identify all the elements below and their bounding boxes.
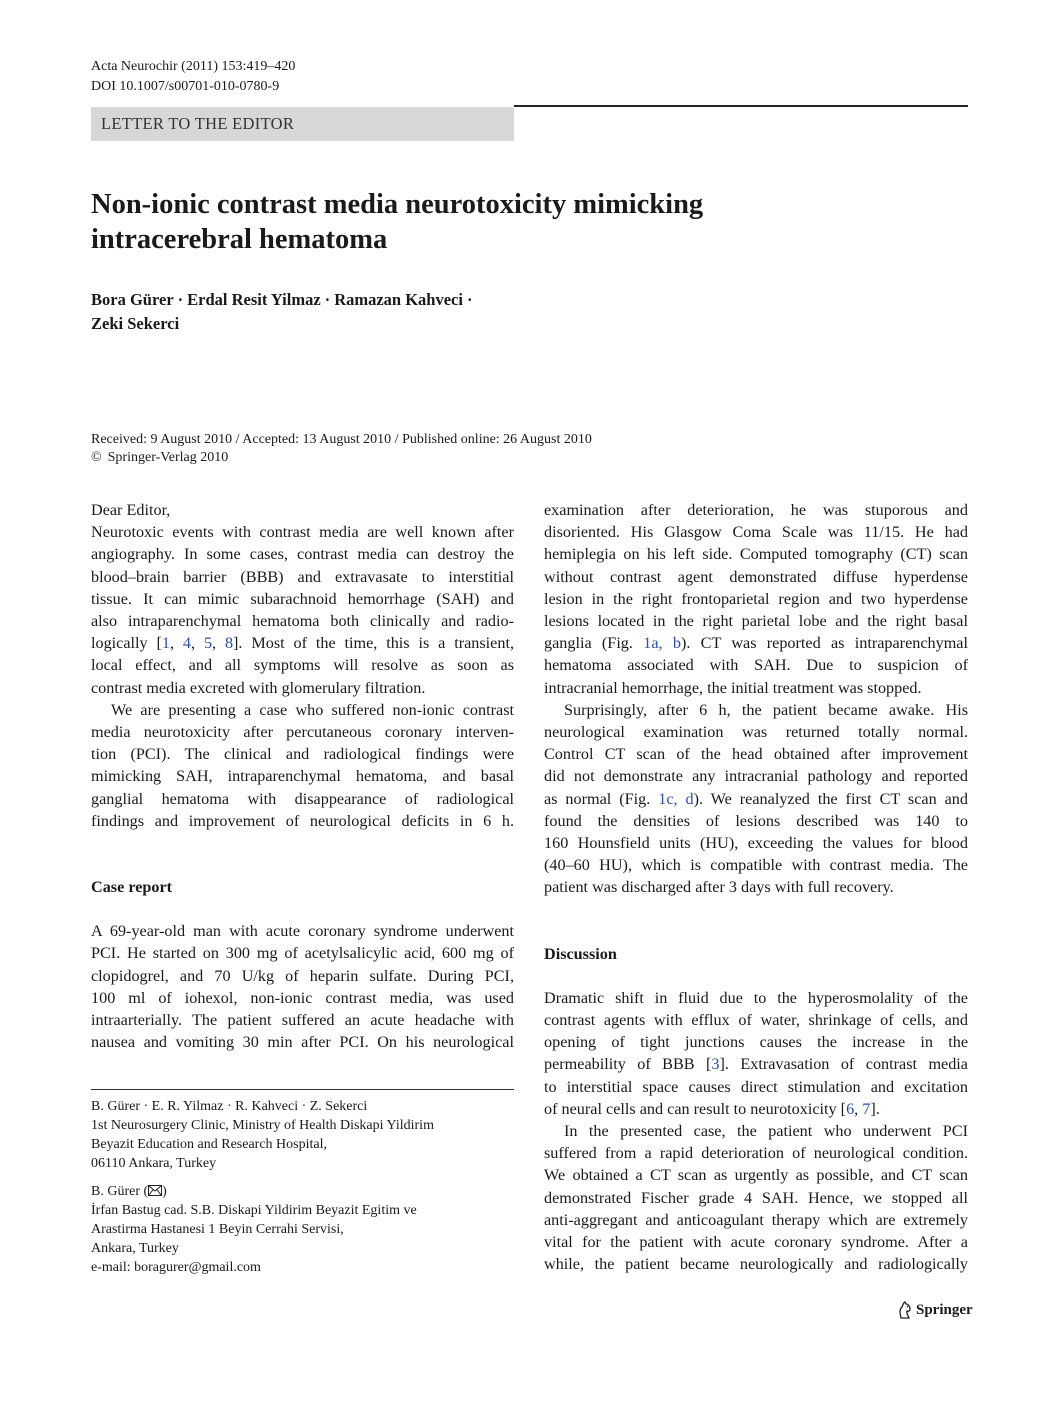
address-line: İrfan Bastug cad. S.B. Diskapi Yildirim Beyazit Egitim ve: [91, 1203, 417, 1218]
figure-link[interactable]: 1a, b: [643, 634, 681, 653]
text-line: local effect, and all symptoms will resolve as soon as: [91, 656, 514, 675]
paragraph: [91, 920, 514, 1053]
text-line: hemiplegia on his left side. Computed tomography (CT) scan: [544, 545, 968, 564]
paragraph: [91, 521, 514, 699]
text-line: suffered from a rapid deterioration of neurological condition.: [544, 1144, 968, 1163]
section-heading: Case report: [91, 878, 173, 897]
text-line: We obtained a CT scan as urgently as possible, and CT scan: [544, 1166, 968, 1185]
text-line: tissue. It can mimic subarachnoid hemorrhage (SAH) and: [91, 589, 514, 608]
text-line: 160 Hounsfield units (HU), exceeding the values for blood: [544, 834, 968, 853]
envelope-icon[interactable]: [148, 1185, 162, 1196]
text-line: Surprisingly, after 6 h, the patient became awake. His: [564, 700, 968, 719]
text-line: angiography. In some cases, contrast media can destroy the: [91, 545, 514, 564]
copyright-icon: ©: [91, 450, 102, 465]
address-line: Arastirma Hastanesi 1 Beyin Cerrahi Servisi,: [91, 1222, 344, 1237]
author-name[interactable]: Bora Gürer: [91, 290, 174, 309]
affiliation-authors: B. Gürer · E. R. Yilmaz · R. Kahveci · Z. Sekerci: [91, 1099, 368, 1114]
text-line: without contrast agent demonstrated diffuse hyperdense: [544, 567, 968, 586]
text-line: lesion in the right frontoparietal region and two hyperdense: [544, 589, 968, 608]
text-line: PCI. He started on 300 mg of acetylsalicylic acid, 600 mg of: [91, 944, 514, 963]
address-line: Ankara, Turkey: [91, 1241, 179, 1256]
journal-citation: Acta Neurochir (2011) 153:419–420: [91, 59, 296, 74]
text-line: contrast media excreted with glomerulary filtration.: [91, 678, 426, 697]
text-line: tion (PCI). The clinical and radiological findings were: [91, 745, 514, 764]
text-line: demonstrated Fischer grade 4 SAH. Hence, we stopped all: [544, 1188, 968, 1207]
figure-link[interactable]: 1c, d: [658, 789, 694, 808]
section-heading: Discussion: [544, 944, 617, 963]
publication-dates: Received: 9 August 2010 / Accepted: 13 August 2010 / Published online: 26 August 2010: [91, 432, 592, 447]
text-line: examination after deterioration, he was stuporous and: [544, 501, 968, 519]
text-line: vital for the patient with acute coronary syndrome. After a: [544, 1233, 968, 1252]
section-banner: [91, 107, 514, 141]
text-line: (40–60 HU), which is compatible with contrast media. The: [544, 856, 968, 875]
text-line: 100 ml of iohexol, non-ionic contrast media, was used: [91, 988, 514, 1007]
text-line: intracranial hemorrhage, the initial treatment was stopped.: [544, 678, 922, 697]
citation-link[interactable]: 3: [711, 1055, 720, 1074]
citation-link[interactable]: 4: [182, 634, 192, 653]
citation-link[interactable]: 1: [161, 634, 170, 653]
text-line: lesions located in the right parietal lobe and the right basal: [544, 612, 968, 631]
text-line: media neurotoxicity after percutaneous coronary interven-: [91, 723, 514, 742]
text-line: also intraparenchymal hematoma both clinically and radio-: [91, 612, 514, 631]
text-line: found the densities of lesions described was 140 to: [544, 811, 968, 830]
text-line: We are presenting a case who suffered non-ionic contrast: [111, 700, 514, 719]
publisher-name: Springer: [916, 1301, 973, 1318]
affiliation-line: 06110 Ankara, Turkey: [91, 1156, 217, 1171]
text-line: nausea and vomiting 30 min after PCI. On his neurological: [91, 1033, 514, 1052]
citation-link[interactable]: 7: [862, 1099, 871, 1118]
author-name[interactable]: Erdal Resit Yilmaz: [187, 290, 321, 309]
text-line: ganglial hematoma with disappearance of radiological: [91, 789, 514, 808]
text-line: opening of tight junctions causes the increase in the: [544, 1033, 968, 1052]
affiliation-block: [91, 1097, 514, 1277]
author-separator: ·: [466, 290, 473, 309]
text-line: ganglia (Fig. 1a, b). CT was reported as intraparenchymal: [544, 634, 968, 653]
text-line: while, the patient became neurologically and radiologically: [544, 1255, 968, 1274]
text-line: contrast agents with efflux of water, shrinkage of cells, and: [544, 1011, 968, 1030]
citation-link[interactable]: 5: [203, 634, 213, 653]
corr-name: B. Gürer (: [91, 1184, 149, 1199]
affiliation-line: Beyazit Education and Research Hospital,: [91, 1137, 327, 1152]
author-name[interactable]: Zeki Sekerci: [91, 314, 180, 333]
title-line-1: Non-ionic contrast media neurotoxicity mimicking: [91, 189, 704, 220]
citation-link[interactable]: 6: [846, 1099, 855, 1118]
author-name[interactable]: Ramazan Kahveci: [334, 290, 463, 309]
paragraph: [544, 699, 968, 899]
text-line: hematoma associated with SAH. Due to suspicion of: [544, 656, 968, 675]
springer-horse-icon: [897, 1301, 913, 1319]
text-line: blood–brain barrier (BBB) and extravasate to interstitial: [91, 567, 514, 586]
text-line: In the presented case, the patient who underwent PCI: [564, 1122, 968, 1141]
paragraph: [544, 1120, 968, 1275]
affiliation-line: 1st Neurosurgery Clinic, Ministry of Health Diskapi Yildirim: [91, 1118, 434, 1133]
author-separator: ·: [324, 290, 331, 309]
copyright: [91, 448, 228, 467]
corresponding-author: [91, 1182, 514, 1201]
copyright-text: Springer-Verlag 2010: [107, 450, 229, 465]
text-line: patient was discharged after 3 days with full recovery.: [544, 878, 894, 897]
paragraph: [91, 699, 514, 832]
text-line: Control CT scan of the head obtained after improvement: [544, 745, 968, 764]
text-line: findings and improvement of neurological deficits in 6 h.: [91, 811, 514, 830]
author-list: [91, 288, 611, 336]
text-line: A 69-year-old man with acute coronary syndrome underwent: [91, 922, 514, 941]
section-label: LETTER TO THE EDITOR: [101, 114, 295, 133]
text-line: intraarterially. The patient suffered an acute headache with: [91, 1011, 514, 1030]
footnote-rule: [91, 1089, 514, 1090]
article-title: [91, 187, 851, 257]
paragraph: [544, 499, 968, 699]
header-rule: [514, 105, 968, 107]
text-line: of neural cells and can result to neurotoxicity [6, 7].: [544, 1099, 880, 1118]
text-line: clopidogrel, and 70 U/kg of heparin sulfate. During PCI,: [91, 966, 514, 985]
author-separator: ·: [177, 290, 184, 309]
text-line: logically [1, 4, 5, 8]. Most of the time, this is a transient,: [91, 634, 514, 653]
text-line: Dramatic shift in fluid due to the hyperosmolality of the: [544, 988, 968, 1007]
corr-close: ): [162, 1184, 167, 1199]
text-line: as normal (Fig. 1c, d). We reanalyzed the first CT scan and: [544, 789, 968, 808]
right-column: [544, 499, 968, 1276]
email-line[interactable]: e-mail: boragurer@gmail.com: [91, 1260, 261, 1275]
text-line: anti-aggregant and anticoagulant therapy which are extremely: [544, 1210, 968, 1229]
left-column: [91, 499, 514, 1053]
text-line: to interstitial space causes direct stimulation and excitation: [544, 1077, 968, 1096]
paragraph: [544, 987, 968, 1120]
text-line: permeability of BBB [3]. Extravasation of contrast media: [544, 1055, 968, 1074]
salutation: Dear Editor,: [91, 501, 171, 519]
text-line: did not demonstrate any intracranial pathology and reported: [544, 767, 968, 786]
citation-link[interactable]: 8: [224, 634, 234, 653]
text-line: neurological examination was returned totally normal.: [544, 723, 968, 742]
text-line: mimicking SAH, intraparenchymal hematoma, and basal: [91, 767, 514, 786]
title-line-2: intracerebral hematoma: [91, 224, 388, 255]
doi[interactable]: DOI 10.1007/s00701-010-0780-9: [91, 79, 280, 94]
text-line: disoriented. His Glasgow Coma Scale was 11/15. He had: [544, 523, 968, 542]
text-line: Neurotoxic events with contrast media are well known after: [91, 523, 514, 542]
publisher-logo: [897, 1301, 973, 1319]
